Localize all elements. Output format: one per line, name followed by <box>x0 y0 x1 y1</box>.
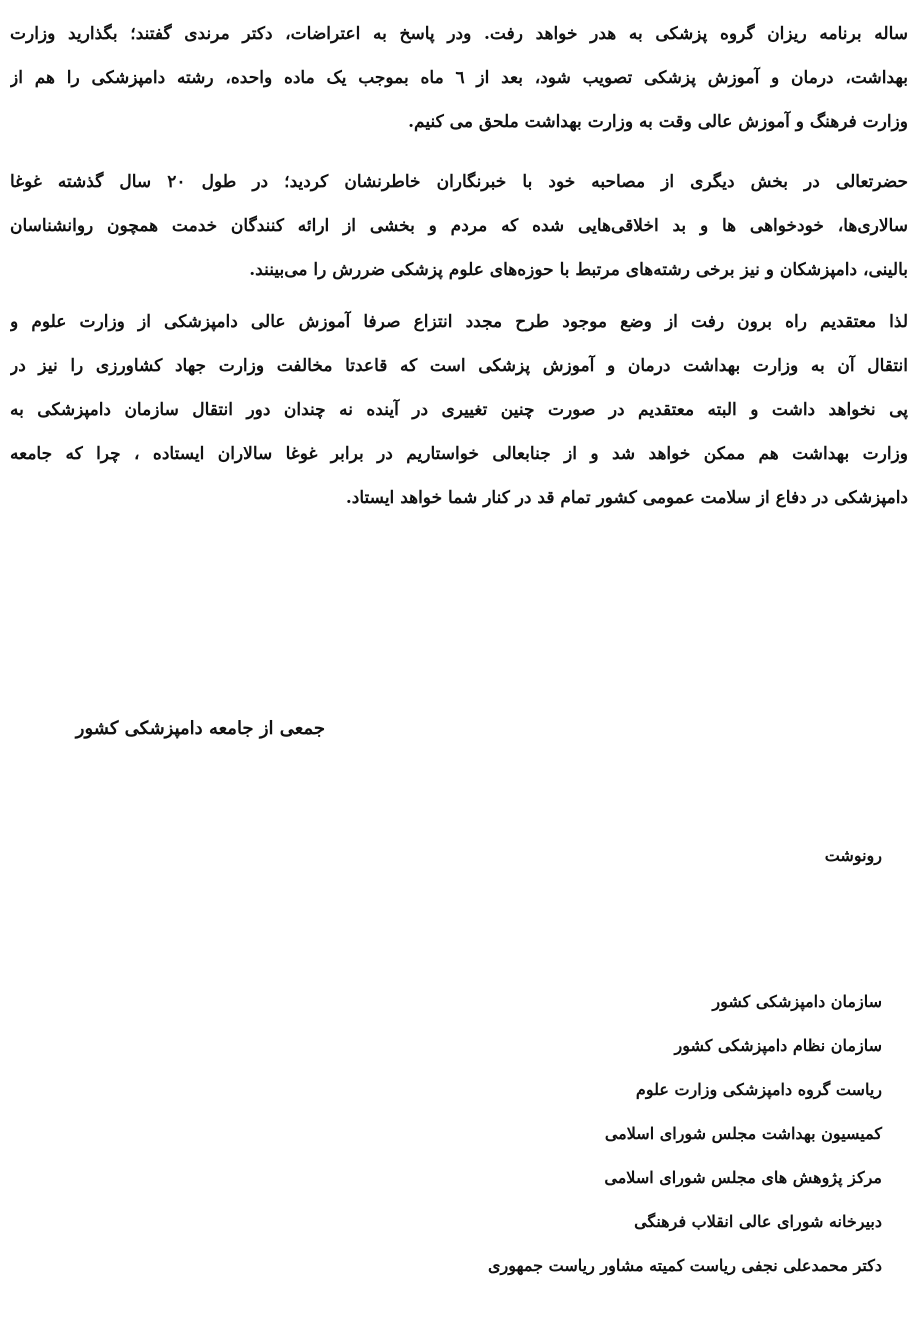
paragraph-line: وزارت بهداشت هم ممکن خواهد شد و از جنابعالی خواستاریم در برابر غوغا سالاران ایستاده ، چرا که جامعه <box>10 444 908 464</box>
cc-recipient: سازمان دامپزشکی کشور <box>712 992 882 1011</box>
paragraph-line: حضرتعالی در بخش دیگری از مصاحبه خود با خبرنگاران خاطرنشان کردید؛ در طول ٢٠ سال گذشته غوغا <box>10 172 908 192</box>
paragraph-line: ساله برنامه ریزان گروه پزشکی به هدر خواهد رفت. ودر پاسخ به اعتراضات، دکتر مرندی گفتند؛ بگذارید وزارت <box>10 24 908 44</box>
paragraph-2 <box>10 160 908 292</box>
signature: جمعی از جامعه دامپزشکی کشور <box>75 718 325 739</box>
cc-heading: رونوشت <box>824 846 882 865</box>
cc-recipient: مرکز پژوهش های مجلس شورای اسلامی <box>604 1168 882 1187</box>
paragraph-line: انتقال آن به وزارت بهداشت درمان و آموزش پزشکی است که قاعدتا مخالفت وزارت جهاد کشاورزی را نیز در <box>10 356 908 376</box>
paragraph-line: سالاری‌ها، خودخواهی ها و بد اخلاقی‌هایی شده که مردم و بخشی از ارائه کنندگان خدمت همچون روانشناسان <box>10 216 908 236</box>
paragraph-line: دامپزشکی در دفاع از سلامت عمومی کشور تمام قد در کنار شما خواهد ایستاد. <box>345 488 908 508</box>
paragraph-line: وزارت فرهنگ و آموزش عالی وقت به وزارت بهداشت ملحق می کنیم. <box>408 112 908 132</box>
paragraph-line: پی نخواهد داشت و البته معتقدیم در صورت چنین تغییری در آینده نه چندان دور انتقال سازمان دامپزشکی به <box>10 400 908 420</box>
cc-recipient: دکتر محمدعلی نجفی ریاست کمیته مشاور ریاست جمهوری <box>488 1256 882 1275</box>
paragraph-line: بالینی، دامپزشکان و نیز برخی رشته‌های مرتبط با حوزه‌های علوم پزشکی ضررش را می‌بینند. <box>249 260 908 280</box>
cc-recipient: دبیرخانه شورای عالی انقلاب فرهنگی <box>634 1212 882 1231</box>
paragraph-line: لذا معتقدیم راه برون رفت از وضع موجود طرح مجدد انتزاع صرفا آموزش عالی دامپزشکی از وزارت علوم و <box>10 312 908 332</box>
cc-recipient-list <box>488 980 882 1288</box>
cc-recipient: کمیسیون بهداشت مجلس شورای اسلامی <box>604 1124 882 1143</box>
cc-recipient: ریاست گروه دامپزشکی وزارت علوم <box>635 1080 882 1099</box>
paragraph-line: بهداشت، درمان و آموزش پزشکی تصویب شود، بعد از ٦ ماه بموجب یک ماده واحده، رشته دامپزشکی را هم از <box>10 68 908 88</box>
paragraph-1 <box>10 12 908 144</box>
cc-recipient: سازمان نظام دامپزشکی کشور <box>674 1036 882 1055</box>
paragraph-3 <box>10 300 908 520</box>
